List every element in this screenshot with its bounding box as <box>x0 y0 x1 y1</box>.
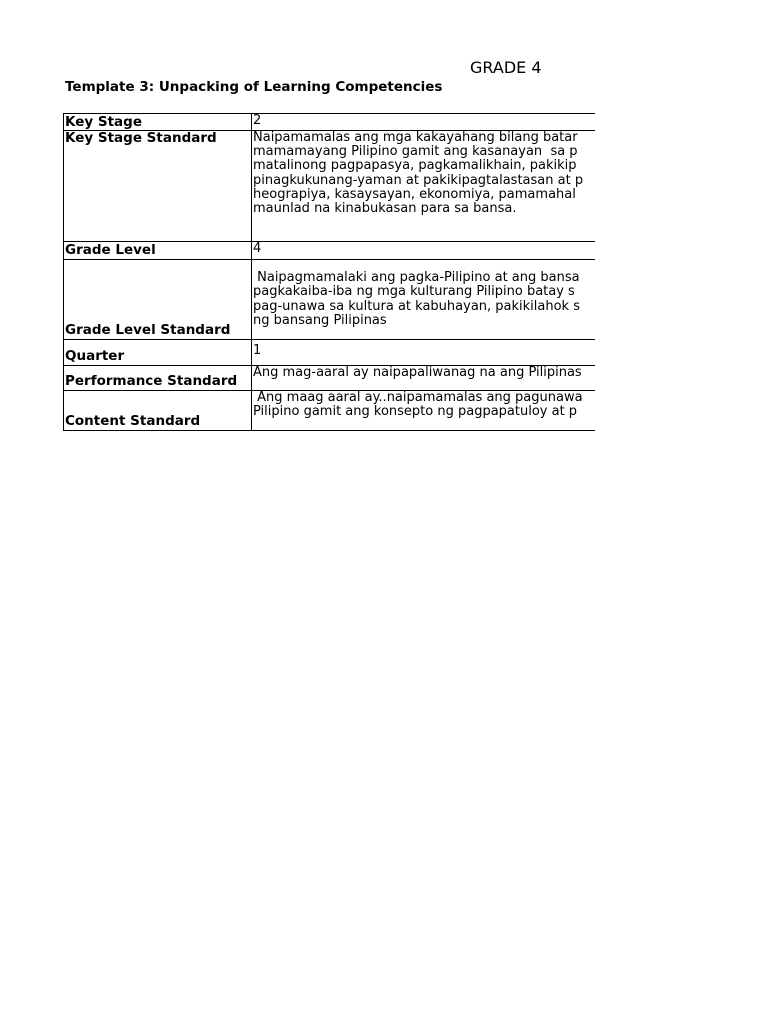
row-label: Grade Level <box>65 242 156 259</box>
table-row-grade-level-standard <box>63 259 595 339</box>
value-line: 4 <box>253 242 262 256</box>
table-row-content-standard <box>63 390 595 430</box>
row-label-cell <box>63 340 252 365</box>
row-value-cell <box>252 260 595 339</box>
row-label: Key Stage <box>65 114 142 130</box>
row-value-cell <box>252 366 595 390</box>
value-line: Ang mag-aaral ay naipapaliwanag na ang Pilipinas <box>253 366 582 380</box>
value-line: Naipamamalas ang mga kakayahang bilang batar <box>253 131 578 145</box>
row-label-cell <box>63 260 252 339</box>
table-row-grade-level <box>63 241 595 259</box>
value-line: matalinong pagpapasya, pagkamalikhain, pakikip <box>253 159 577 174</box>
value-line: pinagkukunang-yaman at pakikipagtalastasan at p <box>253 173 584 188</box>
template-title: Template 3: Unpacking of Learning Competencies <box>65 79 443 95</box>
row-label: Performance Standard <box>65 372 238 389</box>
value-line: ng bansang Pilipinas <box>253 313 387 328</box>
grade-heading: GRADE 4 <box>470 58 542 77</box>
competency-table <box>63 113 595 431</box>
row-value-cell <box>252 340 595 365</box>
row-value-cell <box>252 242 595 259</box>
value-line: Naipagmamalaki ang pagka-Pilipino at ang bansa <box>253 271 580 286</box>
row-label: Key Stage Standard <box>65 131 217 146</box>
row-label-cell <box>63 366 252 390</box>
row-label: Grade Level Standard <box>65 321 231 338</box>
value-line: Pilipino gamit ang konsepto ng pagpapatuloy at p <box>253 405 578 420</box>
row-label: Content Standard <box>65 412 201 429</box>
table-row-key-stage <box>63 113 595 130</box>
row-value-cell <box>252 391 595 430</box>
table-row-quarter <box>63 339 595 365</box>
row-value-cell <box>252 114 595 130</box>
value-line: 1 <box>253 344 262 358</box>
table-row-performance-standard <box>63 365 595 390</box>
value-line: heograpiya, kasaysayan, ekonomiya, pamamahal <box>253 187 576 202</box>
row-label-cell <box>63 242 252 259</box>
row-label: Quarter <box>65 347 125 364</box>
value-line: 2 <box>253 114 262 128</box>
value-line: mamamayang Pilipino gamit ang kasanayan sa p <box>253 145 578 160</box>
value-line: pagkakaiba-iba ng mga kulturang Pilipino batay s <box>253 285 575 300</box>
value-line: maunlad na kinabukasan para sa bansa. <box>253 202 517 217</box>
value-line: pag-unawa sa kultura at kabuhayan, pakikilahok s <box>253 299 580 314</box>
row-label-cell <box>63 114 252 130</box>
row-value-cell <box>252 131 595 241</box>
row-label-cell <box>63 391 252 430</box>
row-label-cell <box>63 131 252 241</box>
table-row-key-stage-standard <box>63 130 595 241</box>
value-line: Ang maag aaral ay..naipamamalas ang pagunawa <box>253 391 583 405</box>
